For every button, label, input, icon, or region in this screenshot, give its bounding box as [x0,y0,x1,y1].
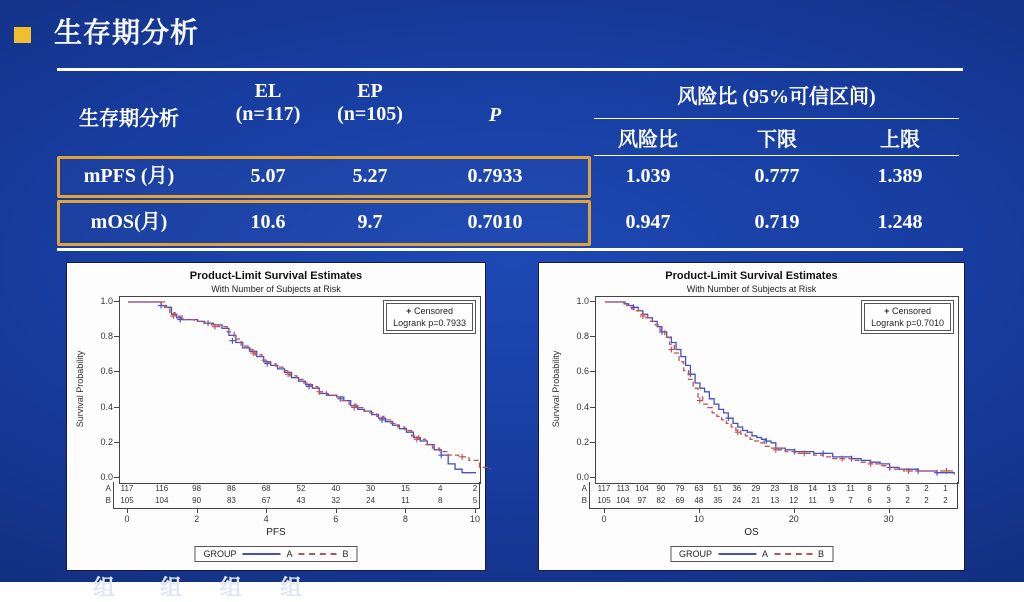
group-legend-title: GROUP [203,549,237,559]
at-risk-group-label: A [105,484,111,493]
y-tick-label: 0.6 [100,366,113,377]
row-mos-lower: 0.719 [754,211,800,233]
at-risk-count: 69 [675,496,685,505]
tick-mark [475,509,476,513]
x-tick-label: 4 [263,514,269,524]
at-risk-count: 67 [261,496,271,505]
y-tick-label: 0.8 [576,331,589,342]
at-risk-count: 104 [635,484,649,493]
row-mpfs-p: 0.7933 [467,165,523,187]
censored-legend-label: Censored [891,306,931,316]
at-risk-count: 79 [675,484,685,493]
at-risk-count: 7 [848,496,853,505]
chart-subtitle: With Number of Subjects at Risk [211,284,341,294]
plot-area [119,296,481,484]
at-risk-count: 105 [597,496,611,505]
at-risk-count: 40 [331,484,341,493]
chart-subtitle: With Number of Subjects at Risk [686,284,817,294]
at-risk-count: 24 [732,496,742,505]
tick-mark [114,371,119,372]
tick-mark [590,477,595,478]
footer-cutoff-text: 组 [93,575,116,600]
group-legend [194,546,357,562]
at-risk-count: 90 [656,484,666,493]
y-tick-label: 0.6 [576,366,589,377]
at-risk-count: 2 [924,496,929,505]
at-risk-count: 13 [770,496,780,505]
footer-cutoff-text: 组 [220,575,243,600]
col-header-lower: 下限 [757,129,797,151]
at-risk-group-label: B [105,496,111,505]
at-risk-count: 15 [400,484,410,493]
y-tick-label: 0.0 [576,472,589,482]
tick-mark [590,407,595,408]
at-risk-count: 98 [192,484,202,493]
logrank-pvalue: Logrank p=0.7010 [871,318,944,328]
x-tick-label: 8 [402,514,408,524]
censored-marker-icon: + [406,306,412,316]
y-tick-label: 0.2 [576,436,589,447]
censored-legend [383,300,476,334]
censored-marker-icon: + [884,306,890,316]
row-mos-el: 10.6 [250,211,286,233]
row-mos-p: 0.7010 [467,211,523,233]
y-tick-label: 0.2 [100,436,113,447]
row-mos-hr: 0.947 [625,211,671,233]
tick-mark [127,509,128,513]
at-risk-count: 14 [808,484,818,493]
hazard-ratio-header-group [590,76,963,155]
at-risk-count: 52 [296,484,306,493]
y-axis-label: Survival Probability [551,350,561,428]
col-header-ep-line2: (n=105) [337,103,403,125]
at-risk-count: 11 [846,484,855,493]
series-b-line-sample [299,553,337,555]
at-risk-count: 30 [366,484,376,493]
y-tick-label: 0.0 [100,472,113,482]
at-risk-count: 3 [905,484,910,493]
row-mpfs-label: mPFS (月) [83,165,175,187]
at-risk-count: 90 [192,496,202,505]
km-plot-os [538,262,965,571]
at-risk-count: 43 [296,496,306,505]
row-mpfs-el: 5.07 [250,165,286,187]
tick-mark [405,509,406,513]
group-divider-line [594,118,959,119]
tick-mark [114,407,119,408]
tick-mark [590,371,595,372]
at-risk-count: 11 [808,496,817,505]
col-header-p: P [488,104,502,126]
table-top-rule [57,68,963,71]
chart-title: Product-Limit Survival Estimates [189,270,363,282]
footer-cutoff-text: 组 [160,575,183,600]
at-risk-count: 2 [924,484,929,493]
censored-legend-label: Censored [413,306,453,316]
series-b-label: B [818,549,825,559]
plot-area [595,296,959,484]
at-risk-count: 29 [751,484,761,493]
km-plot-pfs [66,262,486,571]
x-tick-label: 10 [469,514,480,524]
at-risk-count: 12 [789,496,799,505]
x-tick-label: 0 [601,514,607,524]
tick-mark [114,477,119,478]
at-risk-count: 4 [437,484,443,493]
footer-cutoff-text: 组 [280,575,303,600]
at-risk-count: 8 [437,496,443,505]
at-risk-count: 68 [261,484,271,493]
chart-title: Product-Limit Survival Estimates [665,270,838,282]
at-risk-count: 24 [366,496,376,505]
page-title: 生存期分析 [54,17,200,48]
at-risk-count: 36 [732,484,742,493]
tick-mark [266,509,267,513]
subheader-divider-line [594,155,959,156]
at-risk-count: 104 [155,496,169,505]
series-b-label: B [342,549,349,559]
row-mos-ep: 9.7 [357,211,383,233]
logrank-pvalue: Logrank p=0.7933 [393,318,466,328]
at-risk-count: 8 [867,484,872,493]
at-risk-count: 21 [751,496,761,505]
at-risk-count: 117 [597,484,611,493]
y-tick-label: 0.4 [576,401,589,412]
tick-mark [699,509,700,513]
series-a-label: A [761,549,769,559]
y-tick-label: 1.0 [100,296,113,306]
tick-mark [590,301,595,302]
row-mpfs-hr: 1.039 [625,165,671,187]
tick-mark [114,336,119,337]
table-corner-header: 生存期分析 [79,108,179,130]
at-risk-count: 1 [943,484,948,493]
group-legend-title: GROUP [678,549,712,559]
at-risk-count: 97 [637,496,647,505]
at-risk-count: 9 [829,496,834,505]
series-a-line-sample [242,553,280,555]
col-header-el-line2: (n=117) [235,103,301,125]
col-header-hr: 风险比 [618,129,678,151]
x-tick-label: 10 [693,514,704,524]
at-risk-count: 6 [886,484,891,493]
at-risk-count: 13 [827,484,837,493]
row-mpfs-upper: 1.389 [877,165,923,187]
at-risk-count: 18 [789,484,799,493]
at-risk-count: 82 [656,496,666,505]
at-risk-count: 104 [616,496,630,505]
at-risk-count: 5 [472,496,478,505]
x-tick-label: 6 [333,514,339,524]
x-axis-label: PFS [266,527,286,538]
table-bottom-rule [57,248,963,251]
x-axis-label: OS [744,527,759,538]
col-header-ep-line1: EP [357,80,383,102]
col-header-upper: 上限 [880,129,920,151]
y-tick-label: 0.4 [100,401,113,412]
at-risk-group-label: A [581,484,587,493]
at-risk-count: 63 [694,484,704,493]
tick-mark [114,301,119,302]
at-risk-count: 11 [401,496,410,505]
series-a-line-sample [718,553,756,555]
at-risk-count: 2 [905,496,910,505]
at-risk-count: 2 [943,496,948,505]
series-b-line-sample [774,553,812,555]
at-risk-count: 117 [120,484,134,493]
survival-summary-table [57,68,963,254]
tick-mark [590,336,595,337]
y-axis-label: Survival Probability [75,350,85,428]
x-tick-label: 30 [883,514,894,524]
x-tick-label: 2 [194,514,200,524]
at-risk-count: 105 [120,496,134,505]
at-risk-count: 51 [713,484,723,493]
tick-mark [590,442,595,443]
x-tick-label: 0 [124,514,130,524]
at-risk-count: 32 [331,496,341,505]
at-risk-count: 6 [867,496,872,505]
y-tick-label: 0.8 [100,331,113,342]
tick-mark [114,442,119,443]
at-risk-count: 2 [472,484,478,493]
tick-mark [604,509,605,513]
at-risk-count: 48 [694,496,704,505]
at-risk-count: 113 [616,484,630,493]
tick-mark [794,509,795,513]
group-legend [670,546,833,562]
censored-legend [861,300,954,334]
at-risk-count: 3 [886,496,891,505]
at-risk-count: 116 [155,484,169,493]
row-mos-upper: 1.248 [877,211,923,233]
row-mpfs-ep: 5.27 [352,165,388,187]
title-bullet-icon [14,27,31,43]
y-tick-label: 1.0 [576,296,589,306]
at-risk-count: 86 [226,484,236,493]
x-tick-label: 20 [788,514,799,524]
tick-mark [889,509,890,513]
row-mpfs-lower: 0.777 [754,165,800,187]
row-mos-label: mOS(月) [90,211,168,233]
at-risk-count: 35 [713,496,723,505]
at-risk-count: 23 [770,484,780,493]
tick-mark [197,509,198,513]
at-risk-count: 83 [226,496,236,505]
col-header-ep [310,80,430,126]
hazard-ratio-group-title: 风险比 (95%可信区间) [677,86,876,108]
tick-mark [336,509,337,513]
series-a-label: A [286,549,293,559]
at-risk-group-label: B [581,496,587,505]
col-header-el-line1: EL [254,80,282,102]
